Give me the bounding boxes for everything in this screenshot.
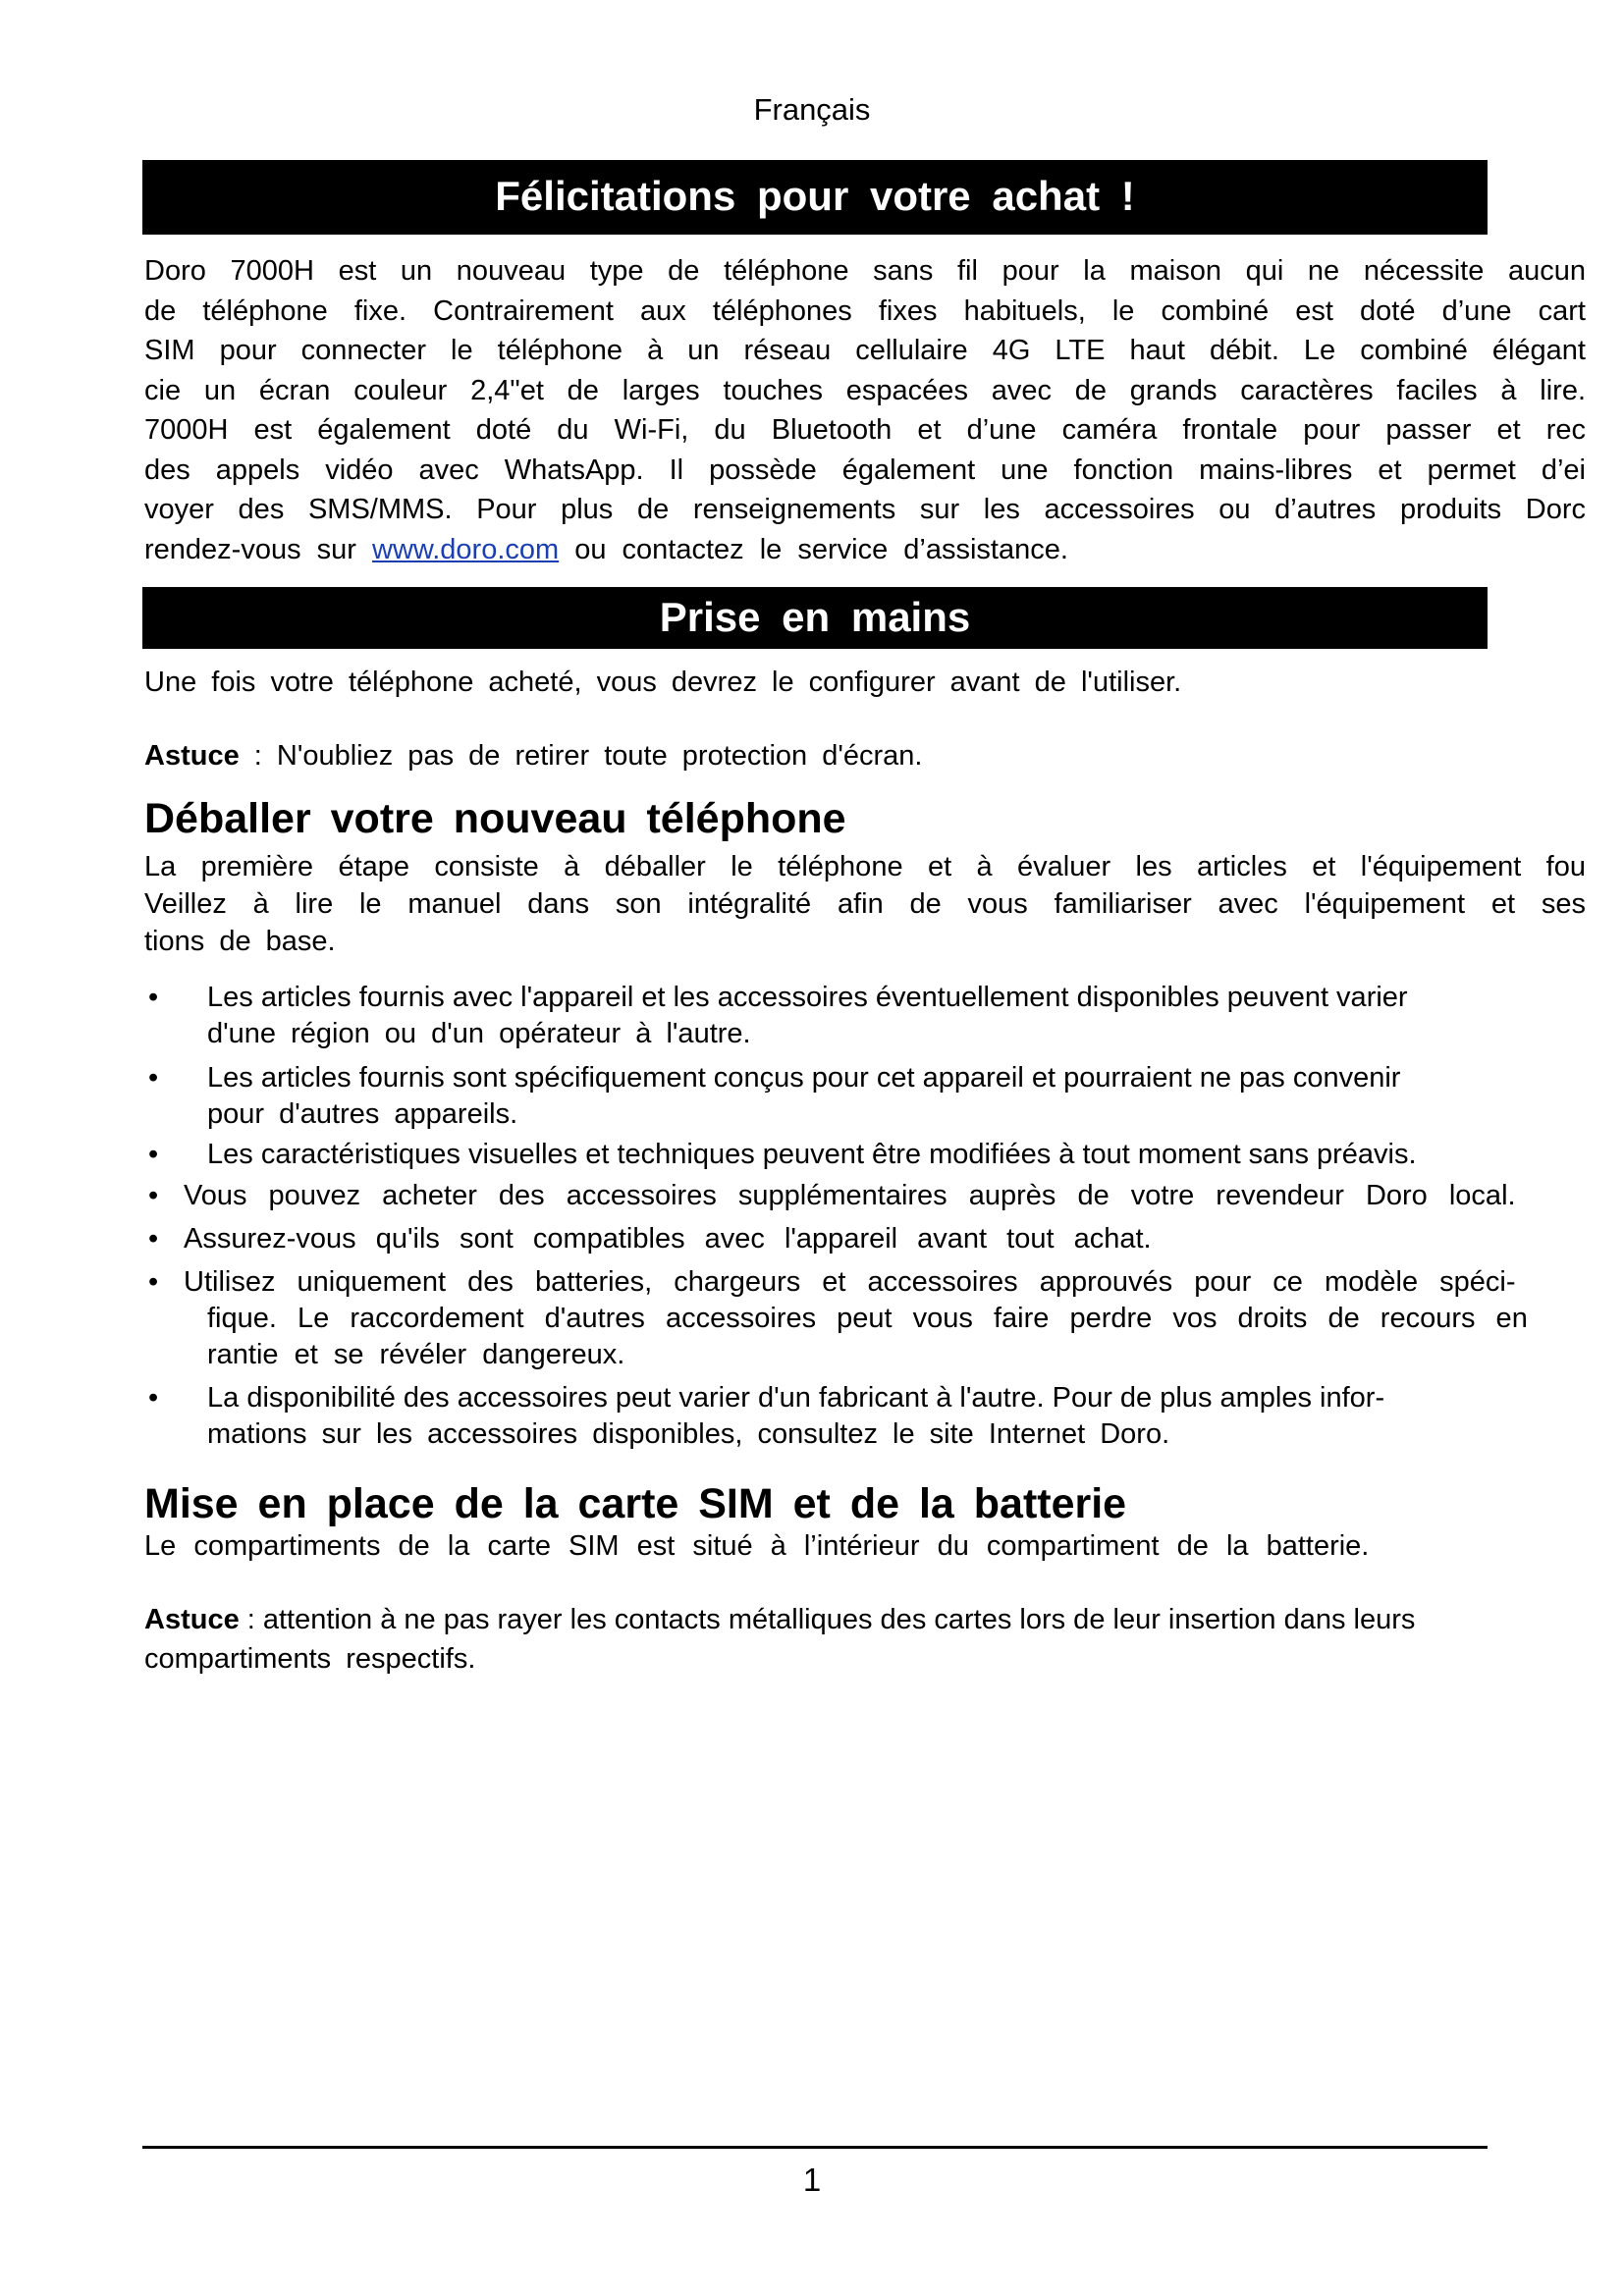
bullet-icon: • [148,1223,159,1255]
list-item-text: fique. Le raccordement d'autres accessoires peut vous faire perdre vos droits de recours en [207,1303,1528,1334]
tip-text: : N'oubliez pas de retirer toute protection d'écran. [239,740,923,772]
list-item [144,1264,1588,1380]
paragraph-line: des appels vidéo avec WhatsApp. Il possède également une fonction mains-libres et permet d’ei [144,454,1586,486]
tip-text: compartiments respectifs. [144,1643,476,1675]
page-language-label: Français [753,92,871,127]
tip-sim-contacts [144,1600,1415,1679]
list-item-text: Utilisez uniquement des batteries, chargeurs et accessoires approuvés pour ce modèle spéci- [184,1266,1516,1298]
bullet-icon: • [148,1266,159,1298]
list-item-text: pour d'autres appareils. [207,1098,518,1130]
heading-unboxing: Déballer votre nouveau téléphone [144,795,846,842]
sim-intro-text: Le compartiments de la carte SIM est situé à l’intérieur du compartiment de la batterie. [144,1530,1370,1562]
tip-label: Astuce [144,740,240,772]
unboxing-bullet-list [144,980,1588,1459]
list-item-text: mations sur les accessoires disponibles, consultez le site Internet Doro. [207,1418,1170,1450]
list-item-text: d'une région ou d'un opérateur à l'autre. [207,1018,751,1049]
list-item [144,980,1588,1060]
page-number: 1 [802,2162,822,2198]
list-item [144,1380,1588,1459]
list-item [144,1221,1588,1264]
tip-text: : attention à ne pas rayer les contacts métalliques des cartes lors de leur insertion dans leurs [239,1604,1416,1635]
intro-paragraph [144,251,1588,569]
list-item-text: Les caractéristiques visuelles et techniques peuvent être modifiées à tout moment sans préavis. [207,1139,1417,1170]
list-item [144,1178,1588,1221]
section-banner-congratulations: Félicitations pour votre achat ! [142,160,1488,235]
paragraph-line: tions de base. [144,926,336,957]
paragraph-text: rendez-vous sur [144,533,372,565]
list-item [144,1137,1588,1178]
section-banner-getting-started: Prise en mains [142,587,1488,649]
list-item-text: Vous pouvez acheter des accessoires supplémentaires auprès de votre revendeur Doro local. [184,1180,1516,1211]
paragraph-line: Veillez à lire le manuel dans son intégralité afin de vous familiariser avec l'équipement et ses [144,888,1586,920]
tip-label: Astuce [144,1604,240,1635]
list-item-text: La disponibilité des accessoires peut varier d'un fabricant à l'autre. Pour de plus amples infor- [207,1382,1385,1414]
list-item-text: rantie et se révéler dangereux. [207,1339,625,1370]
heading-sim-battery: Mise en place de la carte SIM et de la batterie [144,1480,1127,1527]
paragraph-line: voyer des SMS/MMS. Pour plus de renseignements sur les accessoires ou d’autres produits Dorc [144,494,1586,525]
footer-divider [142,2146,1488,2149]
paragraph-line: 7000H est également doté du Wi-Fi, du Bluetooth et d’une caméra frontale pour passer et rec [144,414,1586,446]
doro-website-link[interactable]: www.doro.com [372,533,560,565]
paragraph-line: SIM pour connecter le téléphone à un réseau cellulaire 4G LTE haut débit. Le combiné élégant [144,335,1586,366]
paragraph-last-line [144,530,1588,570]
setup-intro-text: Une fois votre téléphone acheté, vous devrez le configurer avant de l'utiliser. [144,667,1182,698]
bullet-icon: • [148,1180,159,1211]
unboxing-paragraph [144,848,1588,960]
paragraph-text: ou contactez le service d’assistance. [559,533,1068,565]
list-item-text: Les articles fournis sont spécifiquement conçus pour cet appareil et pourraient ne pas convenir [207,1062,1401,1094]
paragraph-line: La première étape consiste à déballer le téléphone et à évaluer les articles et l'équipement fou [144,851,1586,882]
bullet-icon: • [148,1382,159,1414]
tip-screen-protection [144,736,922,775]
paragraph-line: de téléphone fixe. Contrairement aux téléphones fixes habituels, le combiné est doté d’une cart [144,294,1586,327]
list-item-text: Les articles fournis avec l'appareil et les accessoires éventuellement disponibles peuvent varier [207,982,1408,1013]
bullet-icon: • [148,1062,159,1094]
list-item [144,1060,1588,1137]
paragraph-line: cie un écran couleur 2,4"et de larges touches espacées avec de grands caractères faciles à lire. [144,374,1586,406]
bullet-icon: • [148,982,159,1013]
list-item-text: Assurez-vous qu'ils sont compatibles avec l'appareil avant tout achat. [184,1223,1152,1255]
paragraph-line: Doro 7000H est un nouveau type de téléphone sans fil pour la maison qui ne nécessite aucun [144,255,1586,287]
bullet-icon: • [148,1139,159,1170]
